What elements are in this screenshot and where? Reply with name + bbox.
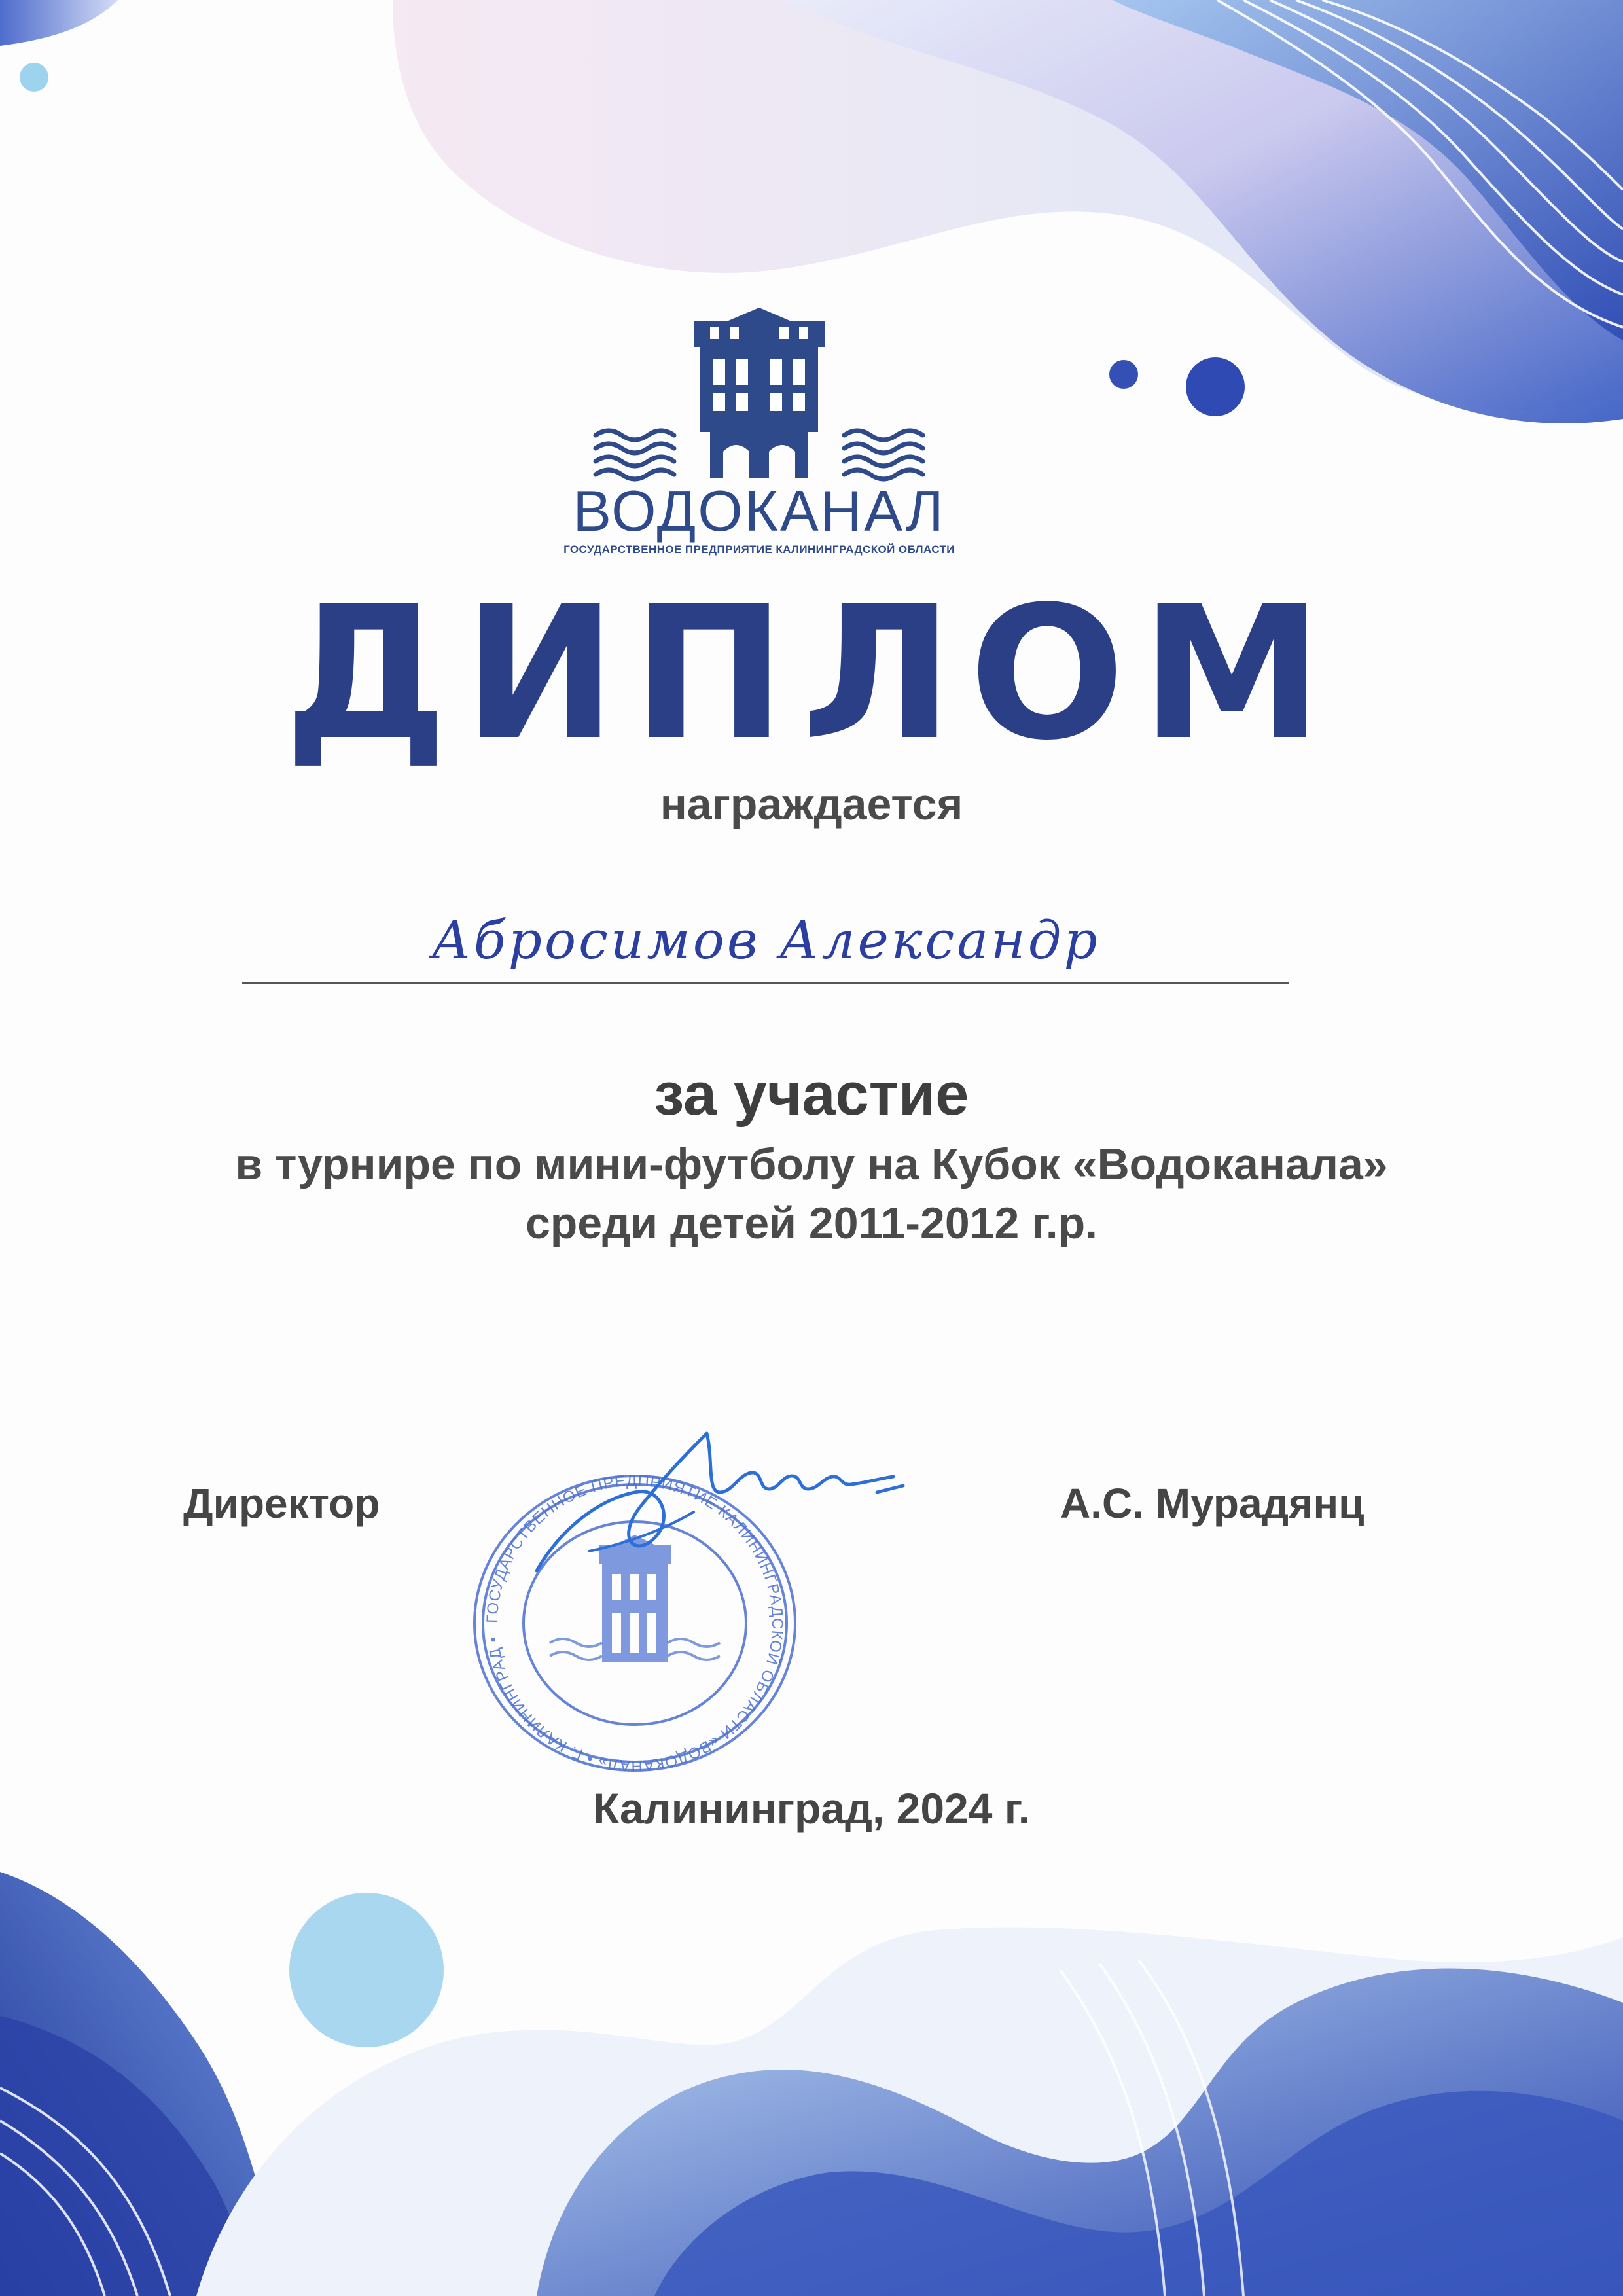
signatory-role: Директор bbox=[183, 1480, 380, 1527]
brand-name: ВОДОКАНАЛ bbox=[573, 478, 946, 543]
award-description-line1: в турнире по мини-футболу на Кубок «Водоканала» bbox=[235, 1139, 1388, 1189]
awarded-label: награждается bbox=[660, 780, 963, 829]
director-signature bbox=[510, 1420, 916, 1630]
award-description-line2: среди детей 2011-2012 г.р. bbox=[525, 1198, 1098, 1248]
diploma-title: ДИПЛОМ bbox=[284, 567, 1339, 781]
brand-subtitle: ГОСУДАРСТВЕННОЕ ПРЕДПРИЯТИЕ КАЛИНИНГРАДСКОЙ ОБЛАСТИ bbox=[563, 543, 955, 556]
recipient-underline bbox=[242, 982, 1289, 984]
award-reason: за участие bbox=[654, 1061, 969, 1128]
recipient-name: Абросимов Александр bbox=[431, 910, 1100, 971]
place-and-date: Калининград, 2024 г. bbox=[592, 1784, 1031, 1833]
signatory-name: А.С. Мурадянц bbox=[1060, 1480, 1364, 1527]
stamp-text: ГОСУДАРСТВЕННОЕ ПРЕДПРИЯТИЕ КАЛИНИНГРАДСКОЙ ОБЛАСТИ «ВОДОКАНАЛ» • Г. КАЛИНИНГРАД • bbox=[483, 1471, 787, 1775]
